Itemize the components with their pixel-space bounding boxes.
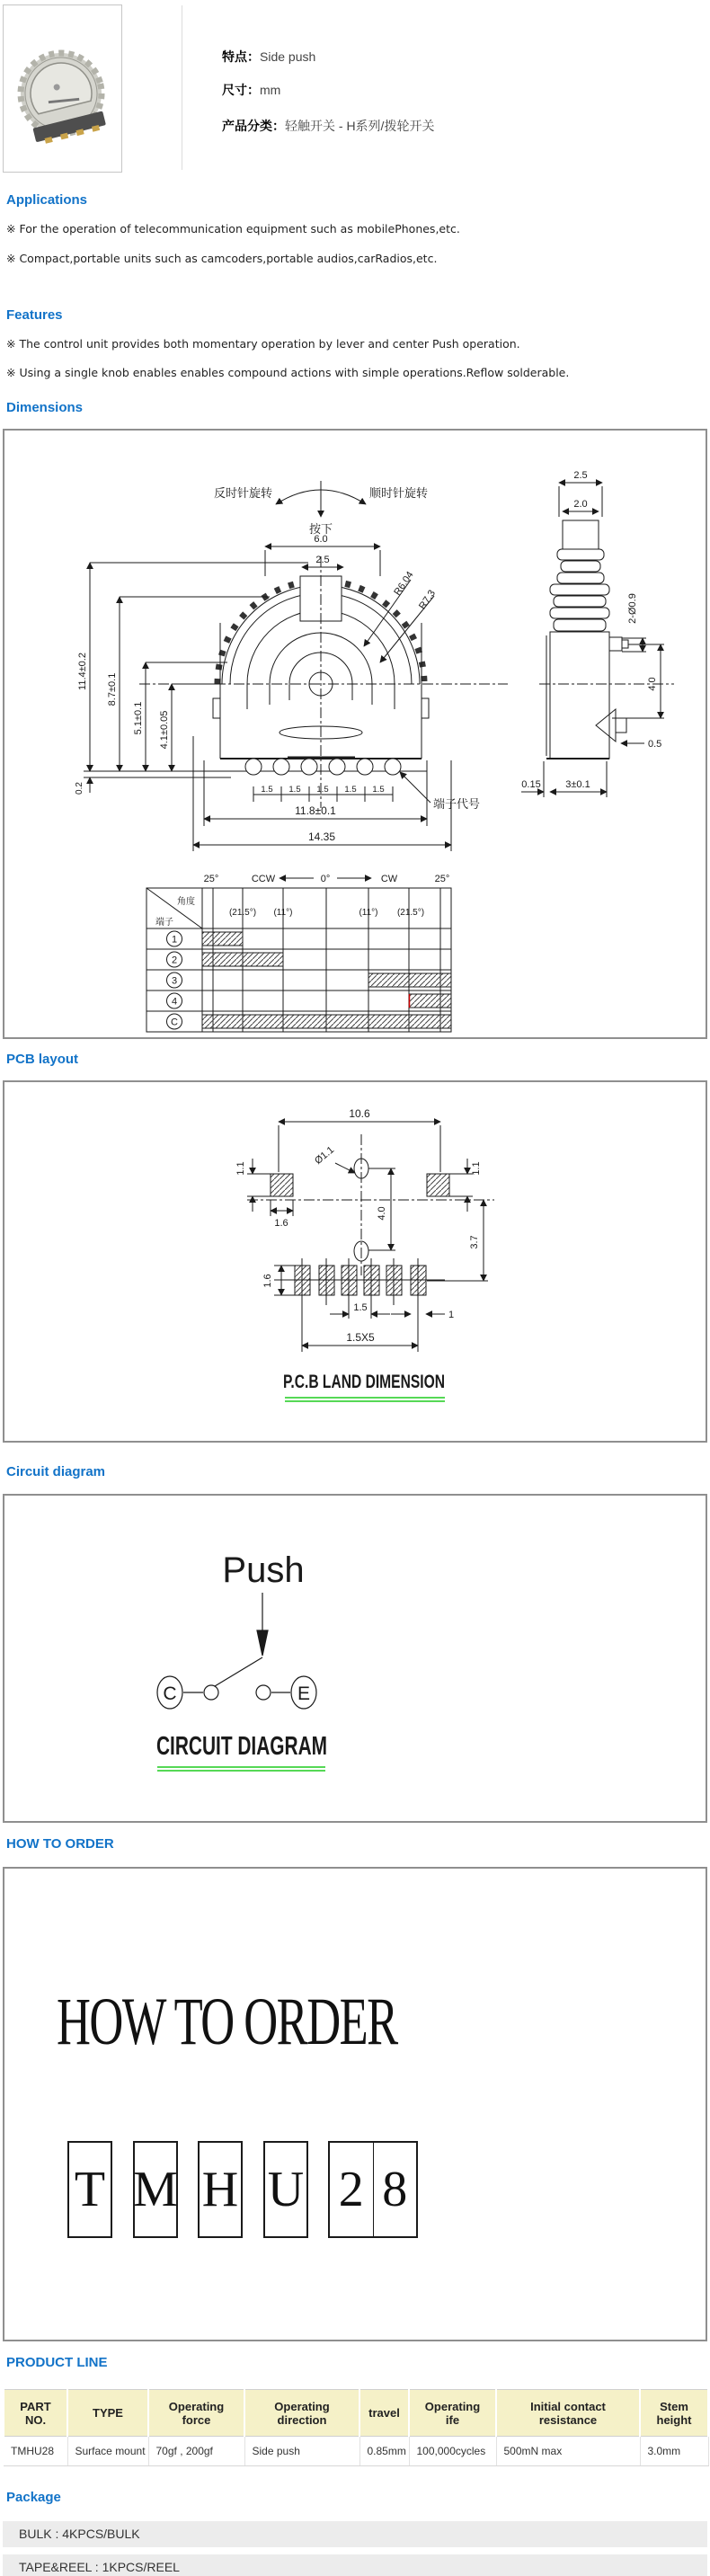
angle-deg-right: 25° (434, 874, 450, 884)
spec-size-value: mm (260, 83, 281, 97)
dimensions-drawing-box (3, 429, 707, 1039)
cell-operating-force: 70gf , 200gf (148, 2437, 244, 2466)
pcb-drawing-box (3, 1080, 707, 1443)
angle-corner-top: 角度 (177, 897, 195, 907)
order-code-letter (67, 2141, 112, 2238)
order-big-text: HOW TO ORDER (57, 1985, 397, 2060)
circuit-title: Circuit diagram (6, 1464, 106, 1479)
angle-deg-left: 25° (203, 874, 219, 884)
dimensions-title: Dimensions (6, 400, 84, 415)
pcb-labels (235, 1107, 482, 1392)
spec-category-value[interactable]: 轻触开关 - H系列/拨轮开关 (285, 119, 435, 133)
angle-sub: (21.5°) (228, 908, 257, 918)
pcb-dim-4-0: 4.0 (377, 1206, 387, 1221)
package-item-bulk: BULK : 4KPCS/BULK (3, 2521, 707, 2547)
spec-feature-value: Side push (260, 49, 316, 64)
dim-pitch: 1.5 (288, 785, 301, 795)
applications-item: ※ Compact,portable units such as camcoders,portable audios,carRadios,etc. (6, 252, 438, 265)
angle-sub: (11°) (359, 908, 378, 918)
pcb-caption: P.C.B LAND DIMENSION (283, 1372, 445, 1392)
side-dim-0-15: 0.15 (521, 779, 541, 790)
applications-title: Applications (6, 192, 88, 208)
features-title: Features (6, 307, 63, 323)
angle-sub: (11°) (273, 908, 293, 918)
circuit-caption: CIRCUIT DIAGRAM (156, 1732, 327, 1761)
terminal-c: C (163, 1683, 177, 1704)
spec-size (222, 81, 280, 99)
pcb-dim-pitch: 1.5 (353, 1302, 368, 1313)
side-view (521, 483, 674, 797)
terminal-row-label: 3 (171, 975, 178, 987)
col-operating-direction: Operating direction (244, 2390, 359, 2437)
circuit-drawing-box (3, 1494, 707, 1823)
pcb-dim-1-6: 1.6 (274, 1218, 288, 1229)
pcb-dim-1-1: 1.1 (235, 1161, 246, 1176)
pcb-dim-1: 1 (448, 1310, 455, 1320)
order-code-char: M (133, 2162, 178, 2217)
rotate-ccw-label: 反时针旋转 (213, 486, 272, 500)
package-item-tape-reel: TAPE&REEL : 1KPCS/REEL (3, 2554, 707, 2576)
order-title: HOW TO ORDER (6, 1836, 114, 1852)
dim-4-1: 4.1±0.05 (159, 710, 170, 750)
side-dim-2-5: 2.5 (573, 470, 588, 481)
spec-category (222, 117, 434, 135)
pcb-title: PCB layout (6, 1052, 79, 1067)
cell-stem-height: 3.0mm (640, 2437, 708, 2466)
order-code-letter (263, 2141, 308, 2238)
cell-type: Surface mount (67, 2437, 148, 2466)
terminal-row-label: 4 (171, 996, 178, 1008)
dim-r73: R7.3 (417, 588, 438, 612)
angle-table (146, 874, 451, 1032)
product-line-table (3, 2389, 709, 2466)
dim-11-4: 11.4±0.2 (77, 653, 88, 690)
order-code-digits (328, 2141, 418, 2238)
side-dim-2-0: 2.0 (573, 499, 588, 510)
features-item: ※ Using a single knob enables enables compound actions with simple operations.Reflow solderable. (6, 366, 570, 379)
pcb-dim-10-6: 10.6 (349, 1107, 370, 1120)
col-part-no: PART NO. (4, 2390, 67, 2437)
angle-ccw: CCW (251, 874, 276, 884)
dim-5-1: 5.1±0.1 (133, 701, 144, 735)
dim-pitch: 1.5 (344, 785, 357, 795)
dim-pitch: 1.5 (372, 785, 385, 795)
spec-category-label: 产品分类： (222, 119, 285, 133)
dim-11-8: 11.8±0.1 (295, 804, 336, 817)
angle-zero: 0° (320, 874, 331, 884)
side-dim-4-0: 4.0 (647, 677, 658, 691)
order-code-char: T (74, 2162, 106, 2217)
dim-0-2: 0.2 (75, 782, 84, 795)
dim-r604: R6.04 (392, 569, 416, 598)
angle-cw: CW (380, 874, 398, 884)
digit-2: 2 (338, 2162, 364, 2217)
terminal-row-label: C (171, 1017, 178, 1028)
spec-size-label: 尺寸： (222, 83, 260, 97)
front-view-labels (75, 486, 480, 843)
order-code-char (330, 2143, 373, 2236)
side-dim-0-5: 0.5 (648, 739, 662, 750)
cell-operating-life: 100,000cycles (409, 2437, 496, 2466)
cell-part-no[interactable]: TMHU28 (4, 2437, 67, 2466)
push-label: Push (222, 1550, 305, 1590)
spec-feature (222, 48, 315, 66)
col-operating-force: Operating force (148, 2390, 244, 2437)
pcb-dim-1-1: 1.1 (471, 1161, 482, 1176)
angle-sub: (21.5°) (396, 908, 425, 918)
features-item: ※ The control unit provides both momentary operation by lever and center Push operation. (6, 337, 520, 351)
order-code-char: U (267, 2162, 305, 2217)
product-photo (3, 4, 122, 173)
dimensions-drawing (4, 431, 706, 1037)
order-code-letter (133, 2141, 178, 2238)
terminal-e: E (297, 1683, 311, 1704)
table-row[interactable] (4, 2437, 708, 2466)
dim-pitch: 1.5 (316, 785, 329, 795)
table-header-row (4, 2390, 708, 2437)
col-travel: travel (359, 2390, 409, 2437)
order-code-char: H (201, 2162, 239, 2217)
cell-operating-direction: Side push (244, 2437, 359, 2466)
applications-item: ※ For the operation of telecommunication equipment such as mobilePhones,etc. (6, 222, 460, 235)
terminal-row-label: 1 (171, 934, 178, 946)
switch-photo-illustration (4, 5, 120, 170)
order-code-letter (198, 2141, 243, 2238)
cell-travel: 0.85mm (359, 2437, 409, 2466)
digit-8: 8 (382, 2162, 408, 2217)
terminal-row-label: 2 (171, 955, 178, 966)
angle-corner-bottom: 端子 (155, 918, 173, 928)
pcb-dim-hole: Ø1.1 (313, 1144, 337, 1167)
order-code-char (373, 2143, 416, 2236)
side-dim-3: 3±0.1 (565, 779, 590, 790)
dim-8-7: 8.7±0.1 (107, 672, 118, 706)
spec-feature-label: 特点： (222, 49, 260, 64)
terminal-code-label: 端子代号 (433, 797, 481, 811)
col-operating-life: Operating ife (409, 2390, 496, 2437)
package-title: Package (6, 2490, 61, 2505)
pcb-dim-pad-h: 1.6 (262, 1274, 273, 1288)
cell-contact-resistance: 500mN max (496, 2437, 640, 2466)
order-box (3, 1867, 707, 2341)
pcb-drawing (4, 1082, 706, 1441)
dim-pitch: 1.5 (261, 785, 273, 795)
side-dim-pin: 2-Ø0.9 (627, 593, 638, 624)
press-label: 按下 (308, 522, 333, 536)
col-type: TYPE (67, 2390, 148, 2437)
dim-2-5: 2.5 (315, 555, 330, 565)
front-view (84, 481, 508, 851)
col-contact-resistance: Initial contact resistance (496, 2390, 640, 2437)
circuit-drawing (4, 1496, 706, 1821)
dim-6: 6.0 (314, 534, 328, 545)
pcb-dim-total: 1.5X5 (346, 1331, 375, 1344)
dim-14-35: 14.35 (307, 831, 336, 843)
col-stem-height: Stem height (640, 2390, 708, 2437)
product-line-title: PRODUCT LINE (6, 2355, 108, 2370)
pcb-lines (247, 1122, 494, 1401)
pcb-dim-3-7: 3.7 (469, 1235, 480, 1249)
circuit-labels (156, 1550, 327, 1761)
rotate-cw-label: 顺时针旋转 (369, 486, 429, 500)
